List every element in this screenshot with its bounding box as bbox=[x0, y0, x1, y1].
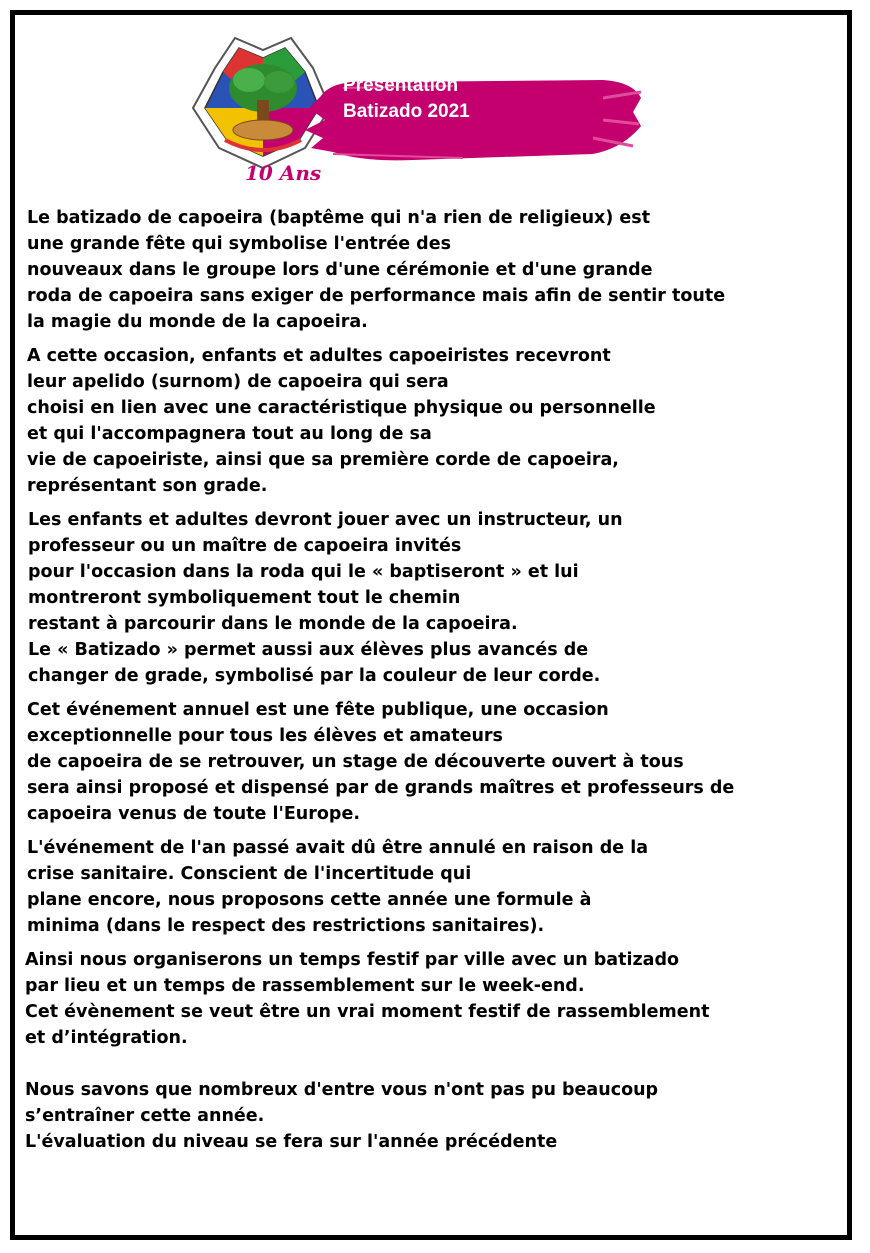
text-line: choisi en lien avec une caractéristique physique ou personnelle bbox=[27, 398, 656, 418]
text-line: minima (dans le respect des restrictions sanitaires). bbox=[27, 916, 545, 936]
text-line: Le batizado de capoeira (baptême qui n'a rien de religieux) est bbox=[27, 208, 651, 228]
text-line: Les enfants et adultes devront jouer avec un instructeur, un bbox=[28, 510, 623, 530]
text-line: Cet événement annuel est une fête publique, une occasion bbox=[27, 700, 609, 720]
text-line: exceptionnelle pour tous les élèves et amateurs bbox=[27, 726, 503, 746]
text-line: et d’intégration. bbox=[25, 1028, 188, 1048]
paragraph bbox=[15, 343, 835, 499]
paragraph bbox=[15, 947, 835, 1051]
title-line-2: Batizado 2021 bbox=[343, 101, 470, 122]
text-line: restant à parcourir dans le monde de la capoeira. bbox=[28, 614, 518, 634]
paragraph bbox=[15, 835, 835, 939]
text-line: crise sanitaire. Conscient de l'incertitude qui bbox=[27, 864, 472, 884]
text-line: changer de grade, symbolisé par la couleur de leur corde. bbox=[28, 666, 601, 686]
text-line: L'évaluation du niveau se fera sur l'année précédente bbox=[25, 1132, 558, 1152]
paragraph bbox=[15, 507, 835, 689]
body-text bbox=[15, 205, 835, 1163]
text-line: Nous savons que nombreux d'entre vous n'ont pas pu beaucoup bbox=[25, 1080, 659, 1100]
text-line: montreront symboliquement tout le chemin bbox=[28, 588, 461, 608]
logo-anniversary-text: 10 Ans bbox=[245, 161, 322, 185]
text-line: Cet évènement se veut être un vrai moment festif de rassemblement bbox=[25, 1002, 710, 1022]
text-line: représentant son grade. bbox=[27, 476, 268, 496]
text-line: Le « Batizado » permet aussi aux élèves plus avancés de bbox=[28, 640, 589, 660]
text-line: leur apelido (surnom) de capoeira qui sera bbox=[27, 372, 449, 392]
page-title bbox=[343, 73, 470, 125]
text-line: vie de capoeiriste, ainsi que sa première corde de capoeira, bbox=[27, 450, 619, 470]
text-line: de capoeira de se retrouver, un stage de découverte ouvert à tous bbox=[27, 752, 684, 772]
text-line: la magie du monde de la capoeira. bbox=[27, 312, 368, 332]
text-line: capoeira venus de toute l'Europe. bbox=[27, 804, 360, 824]
text-line: A cette occasion, enfants et adultes capoeiristes recevront bbox=[27, 346, 611, 366]
text-line: pour l'occasion dans la roda qui le « baptiseront » et lui bbox=[28, 562, 579, 582]
text-line: nouveaux dans le groupe lors d'une cérémonie et d'une grande bbox=[27, 260, 653, 280]
header bbox=[185, 28, 655, 193]
text-line: par lieu et un temps de rassemblement sur le week-end. bbox=[25, 976, 585, 996]
text-line: Ainsi nous organiserons un temps festif par ville avec un batizado bbox=[25, 950, 680, 970]
paragraph-gap bbox=[15, 1059, 835, 1077]
paragraph bbox=[15, 697, 835, 827]
text-line: plane encore, nous proposons cette année une formule à bbox=[27, 890, 592, 910]
text-line: s’entraîner cette année. bbox=[25, 1106, 265, 1126]
paragraph bbox=[15, 1077, 835, 1155]
text-line: roda de capoeira sans exiger de performance mais afin de sentir toute bbox=[27, 286, 726, 306]
title-line-1: Présentation bbox=[343, 75, 459, 96]
text-line: une grande fête qui symbolise l'entrée des bbox=[27, 234, 451, 254]
paragraph bbox=[15, 205, 835, 335]
text-line: et qui l'accompagnera tout au long de sa bbox=[27, 424, 432, 444]
text-line: professeur ou un maître de capoeira invités bbox=[28, 536, 462, 556]
text-line: L'événement de l'an passé avait dû être annulé en raison de la bbox=[27, 838, 649, 858]
text-line: sera ainsi proposé et dispensé par de grands maîtres et professeurs de bbox=[27, 778, 735, 798]
